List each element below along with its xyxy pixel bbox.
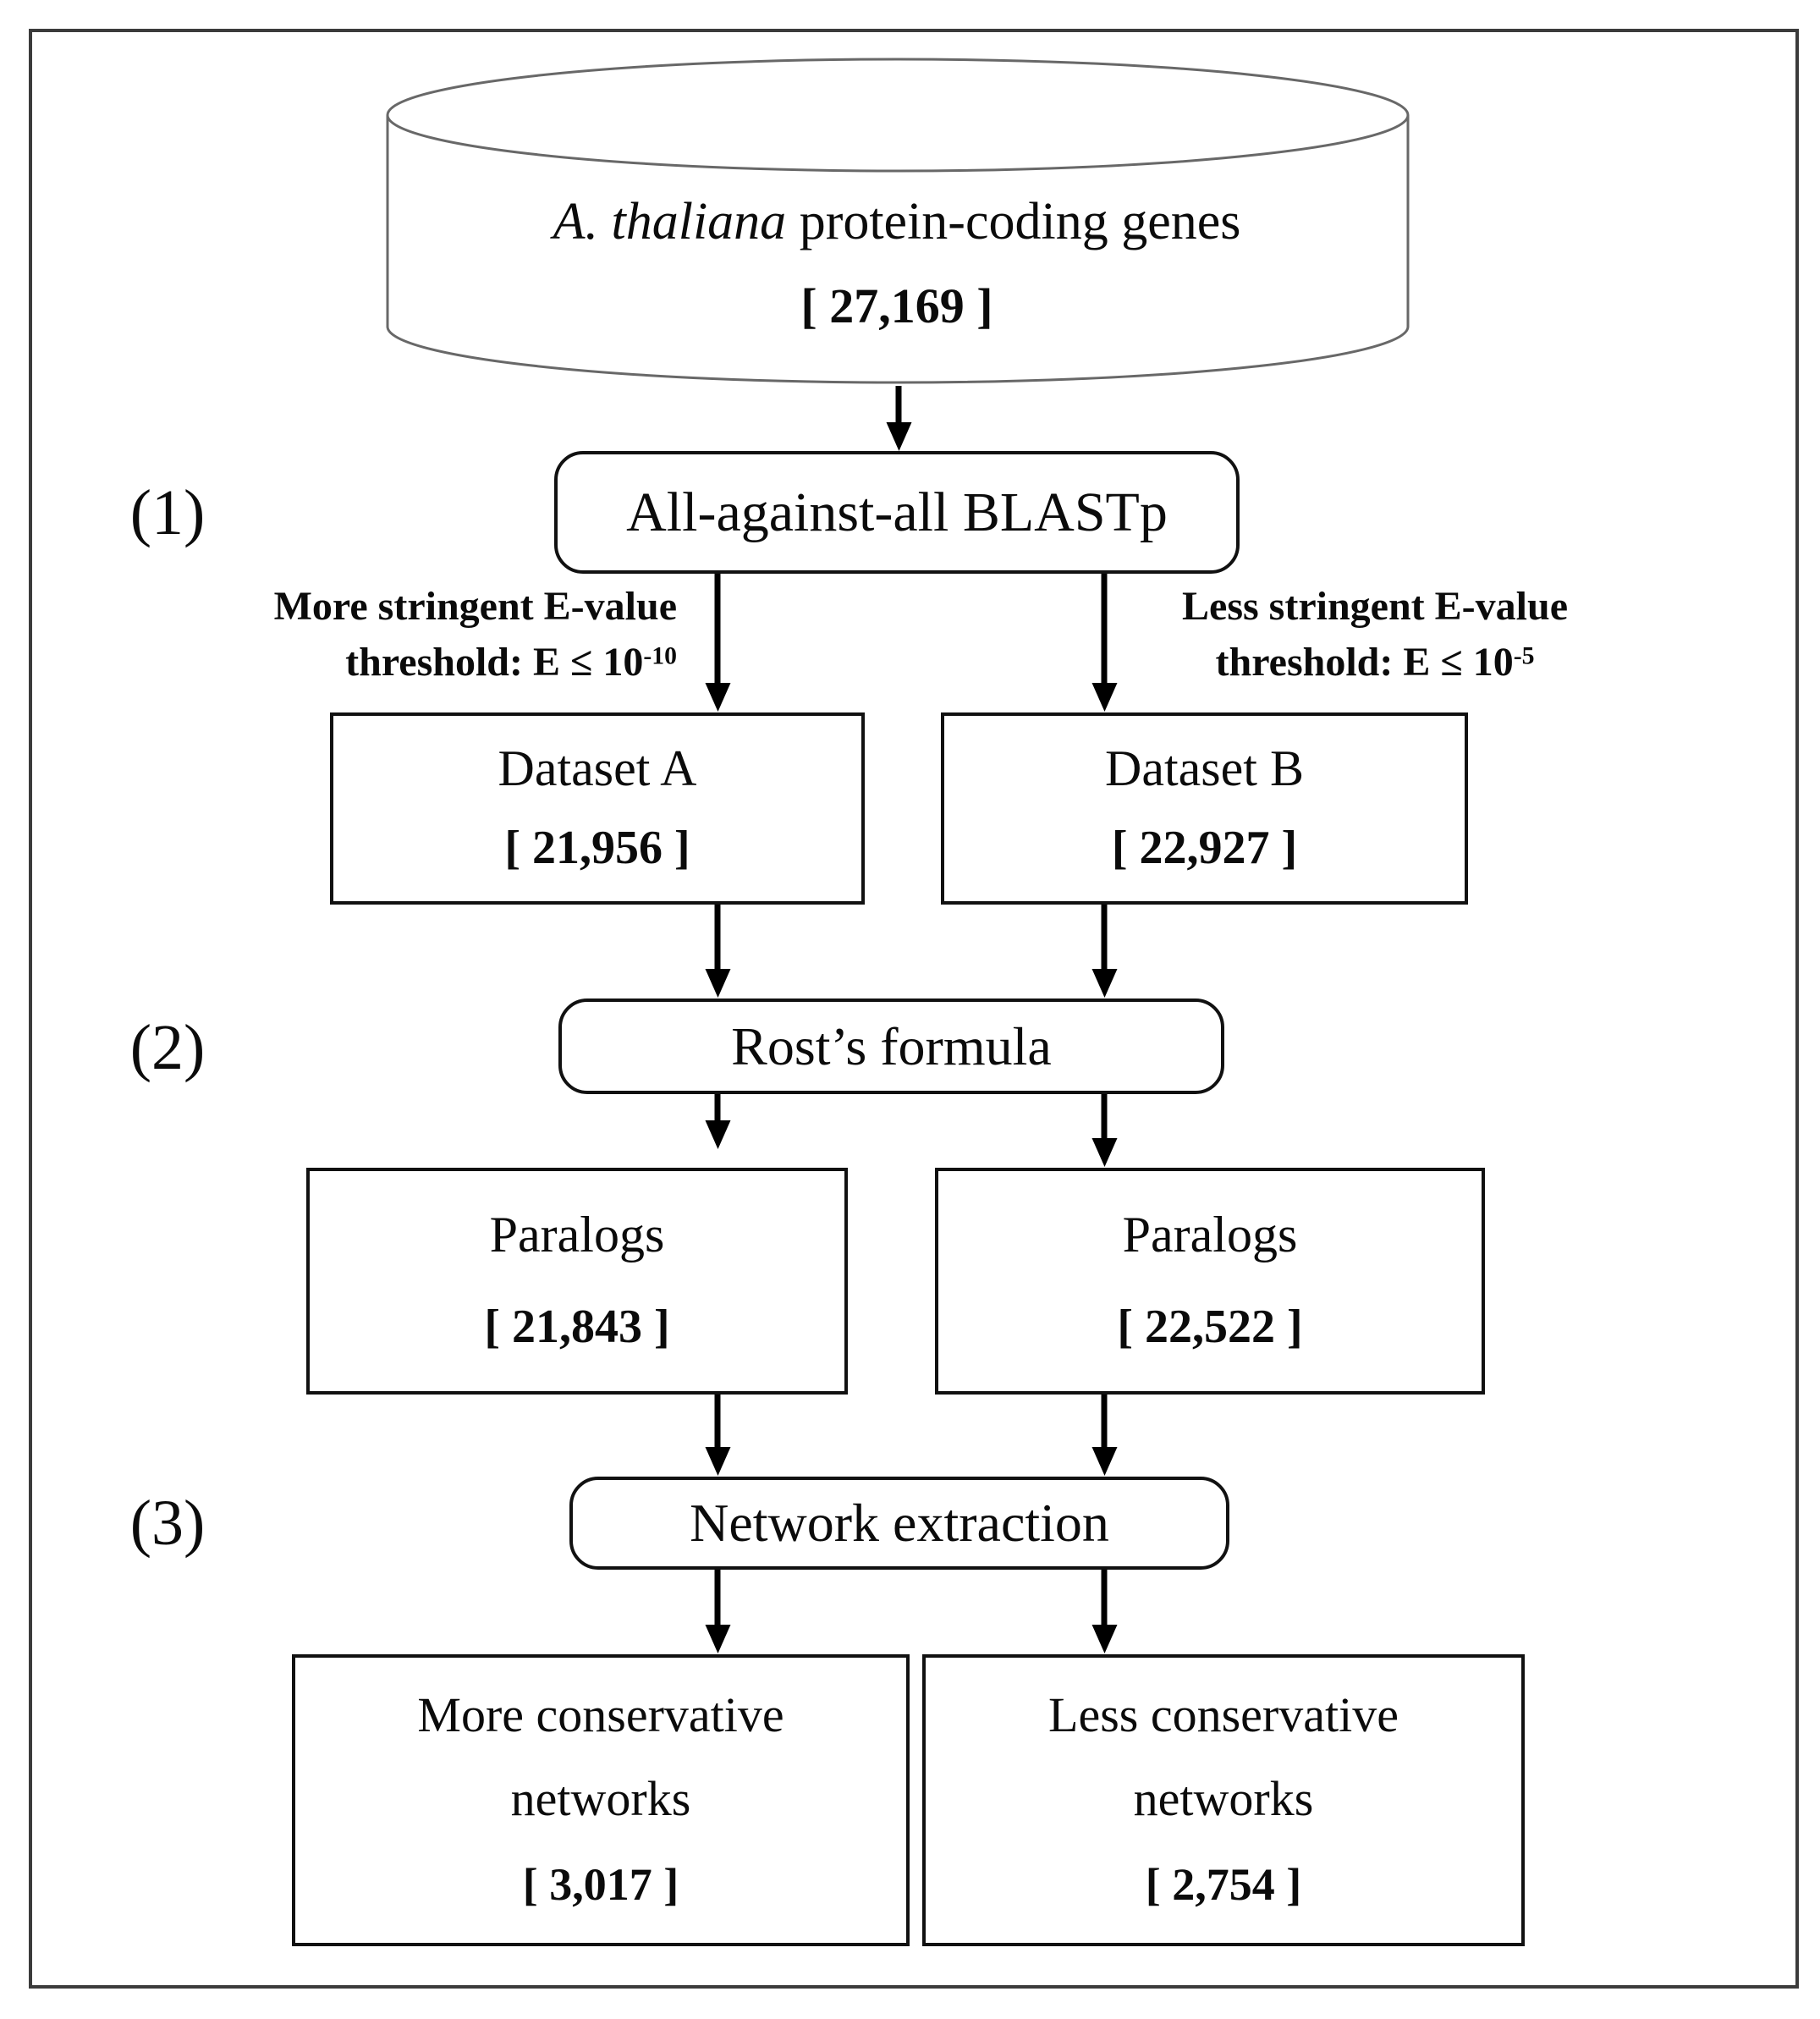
condition-stringent-exponent: -10 (643, 641, 677, 670)
arrow-rost-to-paralogs-a (715, 1094, 721, 1121)
box-dataset-b (941, 712, 1468, 905)
arrow-network-to-lenient (1102, 1570, 1108, 1626)
step-3-number: (3) (129, 1488, 206, 1559)
paralogs-a-title: Paralogs (489, 1207, 665, 1263)
source-database-count: [ 27,169 ] (800, 278, 993, 334)
box-less-conservative-networks (922, 1654, 1525, 1946)
process-rost-formula-label: Rost’s formula (731, 1015, 1052, 1076)
condition-lenient-line1: Less stringent E-value (1182, 584, 1568, 629)
species-name: A. thaliana (553, 193, 787, 250)
paralogs-b-count: [ 22,522 ] (1117, 1300, 1303, 1353)
process-network-extraction (569, 1477, 1229, 1570)
dataset-b-count: [ 22,927 ] (1111, 822, 1298, 875)
box-more-conservative-networks (292, 1654, 910, 1946)
process-blastp-label: All-against-all BLASTp (626, 481, 1168, 543)
arrow-network-to-conservative (715, 1570, 721, 1626)
cylinder-top-ellipse (388, 59, 1408, 171)
condition-stringent-line2 (102, 635, 677, 690)
arrow-genes-to-blastp (896, 386, 902, 423)
condition-stringent-line1: More stringent E-value (273, 584, 677, 629)
more-conservative-count: [ 3,017 ] (522, 1858, 679, 1910)
arrow-dataset-a-to-rost (715, 905, 721, 970)
paralogs-b-title: Paralogs (1122, 1207, 1298, 1263)
less-conservative-line2: networks (1133, 1771, 1314, 1827)
dataset-b-title: Dataset B (1105, 740, 1304, 796)
condition-lenient-label (1113, 579, 1637, 690)
arrow-paralogs-b-to-network (1102, 1395, 1108, 1448)
less-conservative-line1: Less conservative (1048, 1687, 1399, 1743)
paralogs-a-count: [ 21,843 ] (484, 1300, 670, 1353)
source-database-title-rest: protein-coding genes (786, 193, 1241, 250)
condition-stringent-threshold: threshold: E ≤ 10 (345, 640, 644, 685)
dataset-a-count: [ 21,956 ] (504, 822, 690, 875)
process-rost-formula (558, 998, 1224, 1094)
dataset-a-title: Dataset A (498, 740, 697, 796)
condition-lenient-threshold: threshold: E ≤ 10 (1215, 640, 1514, 685)
source-database-title (553, 193, 1241, 250)
arrow-paralogs-a-to-network (715, 1395, 721, 1448)
box-paralogs-a (306, 1168, 848, 1395)
process-network-extraction-label: Network extraction (690, 1493, 1109, 1553)
box-paralogs-b (935, 1168, 1485, 1395)
box-dataset-a (330, 712, 865, 905)
condition-lenient-line2 (1113, 635, 1637, 690)
arrow-dataset-b-to-rost (1102, 905, 1108, 970)
process-blastp (554, 451, 1240, 574)
step-1-number: (1) (129, 477, 206, 548)
arrow-rost-to-paralogs-b (1102, 1094, 1108, 1139)
less-conservative-count: [ 2,754 ] (1145, 1858, 1302, 1910)
condition-stringent-label (102, 579, 677, 690)
more-conservative-line1: More conservative (417, 1687, 784, 1743)
condition-lenient-exponent: -5 (1513, 641, 1535, 670)
source-database-node (389, 193, 1405, 334)
more-conservative-line2: networks (510, 1771, 691, 1827)
arrow-blastp-to-dataset-b (1102, 574, 1108, 684)
arrow-blastp-to-dataset-a (715, 574, 721, 684)
step-2-number: (2) (129, 1012, 206, 1083)
